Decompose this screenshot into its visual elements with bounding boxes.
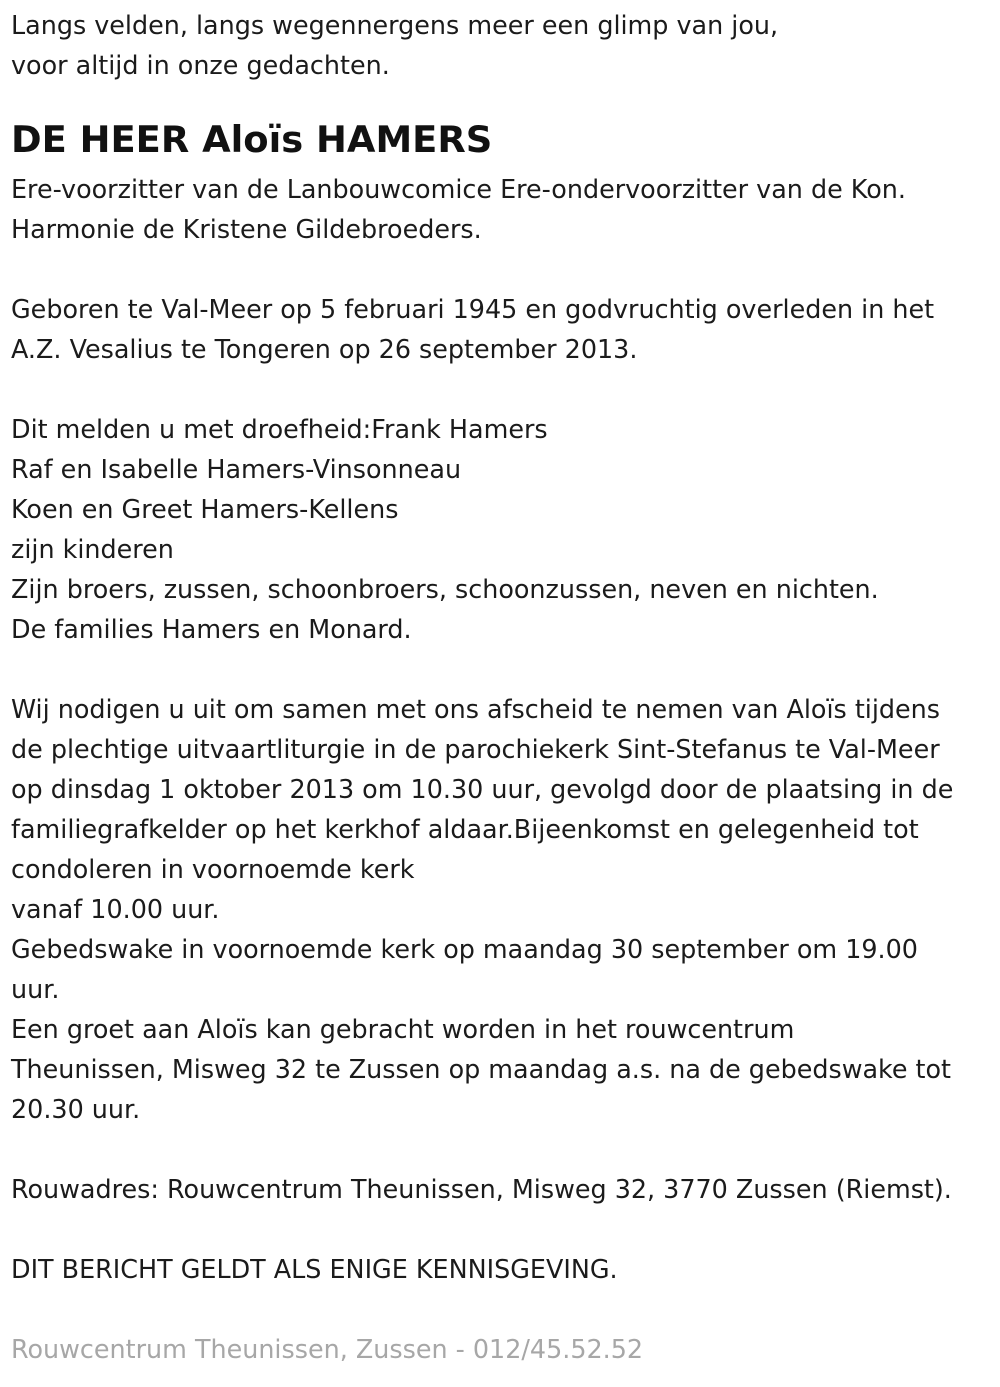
obituary-notice	[11, 0, 996, 1369]
titles-paragraph	[11, 169, 996, 249]
ceremony-line: de plechtige uitvaartliturgie in de parochiekerk Sint-Stefanus te Val-Meer	[11, 734, 940, 764]
ceremony-line: Theunissen, Misweg 32 te Zussen op maandag a.s. na de gebedswake tot	[11, 1054, 952, 1084]
spacer	[11, 1209, 996, 1249]
ceremony-line: Gebedswake in voornoemde kerk op maandag 30 september om 19.00	[11, 934, 918, 964]
titles-line: Ere-voorzitter van de Lanbouwcomice Ere-ondervoorzitter van de Kon.	[11, 174, 906, 204]
deceased-name: DE HEER Aloïs HAMERS	[11, 118, 493, 161]
family-line: Raf en Isabelle Hamers-Vinsonneau	[11, 454, 462, 484]
ceremony-line: 20.30 uur.	[11, 1094, 141, 1124]
intro-line: Langs velden, langs wegennergens meer een glimp van jou,	[11, 10, 779, 40]
notice-statement: DIT BERICHT GELDT ALS ENIGE KENNISGEVING.	[11, 1254, 618, 1284]
family-line: De families Hamers en Monard.	[11, 614, 412, 644]
ceremony-line: Wij nodigen u uit om samen met ons afscheid te nemen van Aloïs tijdens	[11, 694, 940, 724]
ceremony-line: condoleren in voornoemde kerk	[11, 854, 415, 884]
ceremony-paragraph	[11, 689, 996, 1129]
funeral-home-footer: Rouwcentrum Theunissen, Zussen - 012/45.52.52	[11, 1334, 644, 1364]
intro-verse	[11, 0, 996, 85]
ceremony-line: op dinsdag 1 oktober 2013 om 10.30 uur, gevolgd door de plaatsing in de	[11, 774, 954, 804]
family-line: Zijn broers, zussen, schoonbroers, schoonzussen, neven en nichten.	[11, 574, 879, 604]
ceremony-line: Een groet aan Aloïs kan gebracht worden in het rouwcentrum	[11, 1014, 795, 1044]
intro-line: voor altijd in onze gedachten.	[11, 50, 390, 80]
spacer	[11, 1129, 996, 1169]
ceremony-line: familiegrafkelder op het kerkhof aldaar.Bijeenkomst en gelegenheid tot	[11, 814, 919, 844]
family-line: Dit melden u met droefheid:Frank Hamers	[11, 414, 548, 444]
birth-line: A.Z. Vesalius te Tongeren op 26 september 2013.	[11, 334, 638, 364]
titles-line: Harmonie de Kristene Gildebroeders.	[11, 214, 482, 244]
birth-death-paragraph	[11, 289, 996, 369]
spacer	[11, 649, 996, 689]
mourning-address: Rouwadres: Rouwcentrum Theunissen, Misweg 32, 3770 Zussen (Riemst).	[11, 1174, 952, 1204]
family-line: Koen en Greet Hamers-Kellens	[11, 494, 399, 524]
spacer	[11, 249, 996, 289]
ceremony-line: uur.	[11, 974, 60, 1004]
family-line: zijn kinderen	[11, 534, 174, 564]
birth-line: Geboren te Val-Meer op 5 februari 1945 en godvruchtig overleden in het	[11, 294, 935, 324]
ceremony-line: vanaf 10.00 uur.	[11, 894, 220, 924]
family-paragraph	[11, 409, 996, 649]
spacer	[11, 369, 996, 409]
